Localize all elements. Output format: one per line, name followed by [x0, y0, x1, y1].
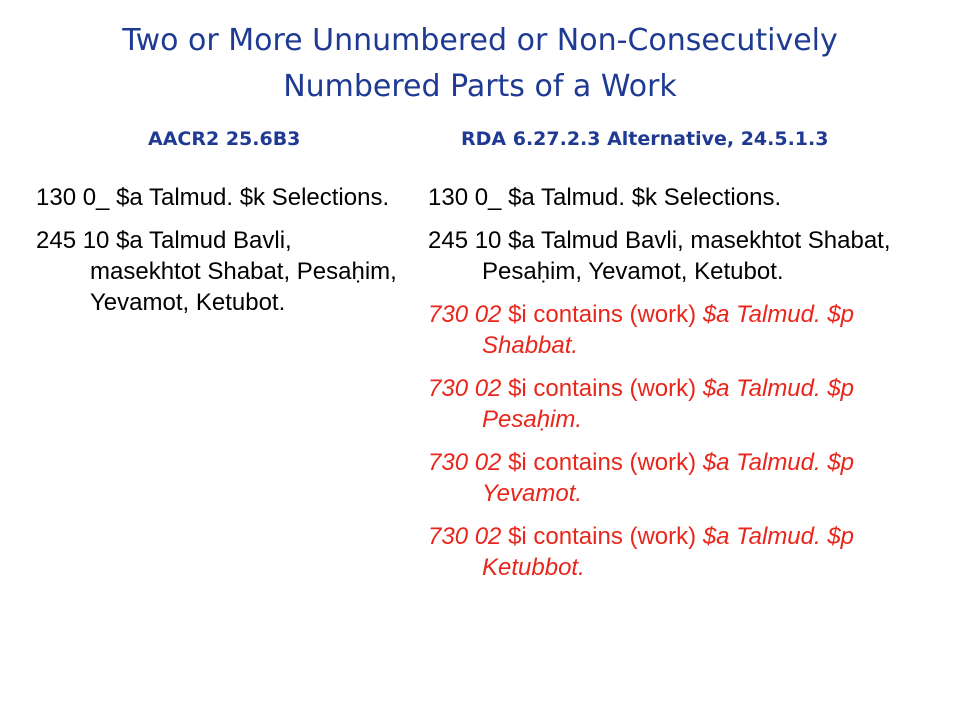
work-title: $a Talmud. $p Pesaḥim.	[482, 375, 855, 433]
field-tag: 730 02	[428, 375, 502, 402]
aacr2-column	[36, 182, 406, 330]
marc-130-field: 130 0_ $a Talmud. $k Selections.	[36, 184, 390, 211]
relationship-designator: $i contains (work)	[501, 375, 703, 402]
marc-730-field	[428, 521, 928, 583]
marc-730-field	[428, 447, 928, 509]
aacr2-heading: AACR2 25.6B3	[148, 128, 301, 150]
work-title: $a Talmud. $p Shabbat.	[482, 301, 855, 359]
rda-column	[428, 182, 928, 595]
work-title: $a Talmud. $p Ketubbot.	[482, 523, 855, 581]
relationship-designator: $i contains (work)	[508, 301, 703, 328]
rda-heading: RDA 6.27.2.3 Alternative, 24.5.1.3	[461, 128, 829, 150]
work-title: $a Talmud. $p Yevamot.	[482, 449, 855, 507]
field-tag: 730 02	[428, 449, 502, 476]
relationship-designator: $i contains (work)	[501, 449, 703, 476]
marc-245-field: 245 10 $a Talmud Bavli, masekhtot Shabat, Pesaḥim, Yevamot, Ketubot.	[428, 227, 891, 285]
marc-245-field: 245 10 $a Talmud Bavli, masekhtot Shabat, Pesaḥim, Yevamot, Ketubot.	[36, 227, 397, 316]
relationship-designator: $i contains (work)	[501, 523, 703, 550]
field-tag: 730 02	[428, 523, 502, 550]
marc-730-field	[428, 373, 928, 435]
marc-730-field	[428, 299, 928, 361]
marc-130-field: 130 0_ $a Talmud. $k Selections.	[428, 184, 782, 211]
field-tag: 730 02	[428, 301, 509, 328]
slide-title: Two or More Unnumbered or Non-Consecutively Numbered Parts of a Work	[122, 23, 838, 104]
